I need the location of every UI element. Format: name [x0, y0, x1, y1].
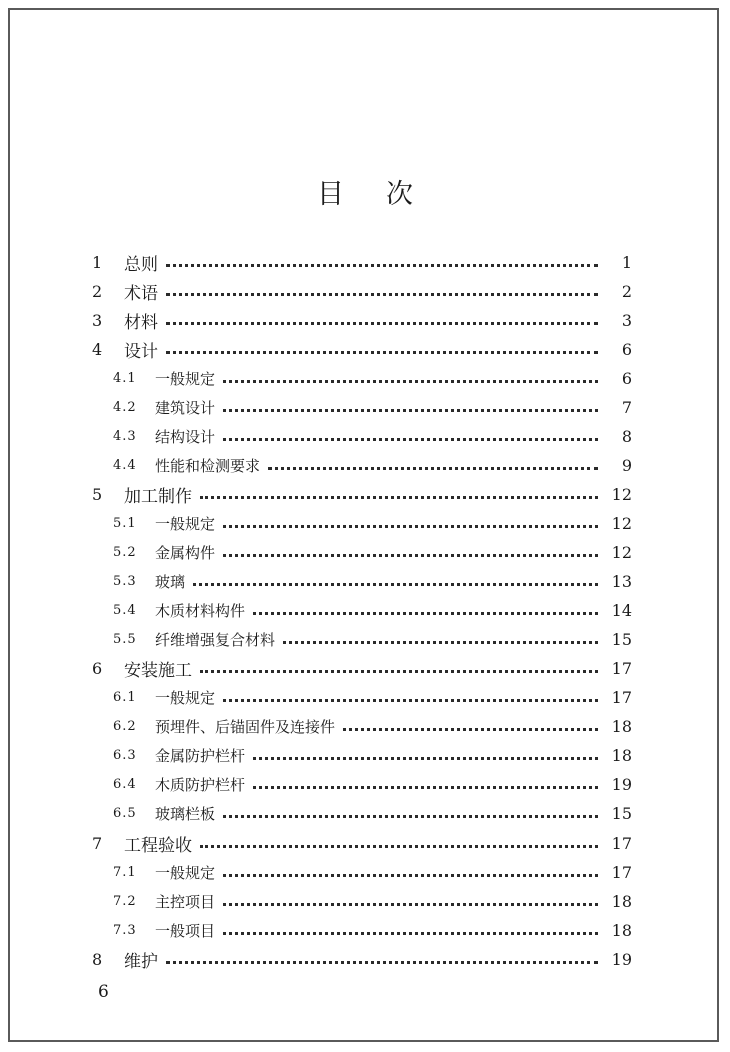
toc-entry-page: 8	[621, 426, 632, 446]
toc-entry[interactable]	[113, 364, 632, 392]
toc-entry-label: 材料	[124, 312, 158, 333]
toc-entry[interactable]	[113, 916, 632, 944]
toc-entry-number: 6	[92, 659, 103, 679]
toc-entry-number: 4	[92, 339, 103, 359]
toc-entry-page: 19	[611, 949, 632, 969]
toc-entry[interactable]	[113, 858, 632, 886]
toc-entry-page: 17	[611, 688, 632, 708]
toc-entry-label: 性能和检测要求	[155, 456, 261, 475]
dot-leader	[166, 293, 598, 296]
toc-entry[interactable]	[113, 451, 632, 479]
dot-leader	[223, 815, 598, 818]
toc-entry[interactable]	[113, 742, 632, 770]
toc-entry-number: 7.1	[113, 864, 137, 880]
toc-entry-label: 维护	[124, 951, 158, 972]
toc-entry-label: 建筑设计	[155, 398, 216, 417]
toc-title	[0, 172, 730, 211]
dot-leader	[166, 264, 598, 267]
toc-entry-number: 5	[92, 484, 103, 504]
dot-leader	[343, 728, 598, 731]
toc-entry-page: 6	[621, 339, 632, 359]
toc-entry-number: 1	[92, 252, 103, 272]
toc-entry-label: 纤维增强复合材料	[155, 631, 276, 650]
dot-leader	[283, 641, 598, 644]
page-number: 6	[98, 982, 109, 1002]
toc-entry[interactable]	[113, 597, 632, 625]
dot-leader	[223, 874, 598, 877]
toc-entry-label: 预埋件、后锚固件及连接件	[155, 718, 336, 737]
toc-entry-page: 17	[611, 862, 632, 882]
toc-entry-page: 15	[611, 630, 632, 650]
toc-entry-label: 一般项目	[155, 921, 216, 940]
toc-entry-number: 6.4	[113, 777, 137, 793]
toc-entry-label: 工程验收	[124, 835, 192, 856]
toc-entry-page: 12	[611, 513, 632, 533]
toc-entry-page: 9	[621, 455, 632, 475]
toc-entry-label: 加工制作	[124, 486, 192, 507]
toc-entry-number: 6.5	[113, 806, 137, 822]
toc-entry-page: 17	[611, 659, 632, 679]
dot-leader	[223, 409, 598, 412]
toc-entry[interactable]	[113, 393, 632, 421]
toc-entry-page: 15	[611, 804, 632, 824]
toc-title-char-2: 次	[386, 179, 413, 210]
toc-entry[interactable]	[113, 568, 632, 596]
toc-entry-label: 一般规定	[155, 514, 216, 533]
toc-entry-label: 一般规定	[155, 369, 216, 388]
toc-entry-number: 8	[92, 949, 103, 969]
toc-entry[interactable]	[92, 480, 632, 508]
toc-entry-number: 3	[92, 310, 103, 330]
toc-entry-number: 5.1	[113, 515, 137, 531]
toc-entry-number: 2	[92, 281, 103, 301]
toc-entry[interactable]	[92, 945, 632, 973]
toc-entry-page: 19	[611, 775, 632, 795]
toc-entry[interactable]	[113, 684, 632, 712]
toc-entry-number: 4.4	[113, 457, 137, 473]
dot-leader	[253, 612, 598, 615]
toc-entry-label: 玻璃栏板	[155, 805, 216, 824]
toc-entry-page: 12	[611, 484, 632, 504]
toc-entry-label: 一般规定	[155, 863, 216, 882]
toc-entry-number: 4.3	[113, 428, 137, 444]
toc-entry-label: 总则	[124, 254, 158, 275]
dot-leader	[223, 525, 598, 528]
toc-entry-page: 14	[611, 601, 632, 621]
dot-leader	[253, 757, 598, 760]
toc-entry[interactable]	[113, 509, 632, 537]
toc-entry-number: 5.4	[113, 603, 137, 619]
toc-entry[interactable]	[113, 713, 632, 741]
dot-leader	[193, 583, 598, 586]
toc-entry[interactable]	[92, 277, 632, 305]
toc-entry-page: 12	[611, 543, 632, 562]
dot-leader	[223, 554, 598, 557]
toc-entry-page: 2	[621, 281, 632, 301]
toc-entry-number: 6.1	[113, 690, 137, 706]
dot-leader	[223, 699, 598, 702]
toc-entry-page: 18	[611, 920, 632, 940]
toc-entry-label: 木质材料构件	[155, 602, 246, 621]
toc-entry-label: 结构设计	[155, 427, 216, 446]
toc-entry[interactable]	[92, 306, 632, 334]
toc-entry-label: 术语	[124, 283, 158, 304]
dot-leader	[223, 903, 598, 906]
dot-leader	[166, 351, 598, 354]
toc-entry-page: 18	[611, 717, 632, 737]
dot-leader	[200, 496, 598, 499]
toc-entry-number: 7.2	[113, 893, 137, 909]
toc-entry[interactable]	[92, 248, 632, 276]
toc-entry[interactable]	[113, 887, 632, 915]
dot-leader	[223, 438, 598, 441]
toc-entry-number: 4.1	[113, 370, 137, 386]
toc-entry-number: 7	[92, 833, 103, 853]
dot-leader	[223, 932, 598, 935]
toc-entry[interactable]	[92, 655, 632, 683]
dot-leader	[200, 670, 598, 673]
toc-entry-number: 6.3	[113, 748, 137, 764]
toc-entry-page: 17	[611, 833, 632, 853]
toc-entry[interactable]	[92, 335, 632, 363]
toc-entry-page: 13	[611, 572, 632, 592]
dot-leader	[200, 845, 598, 848]
toc-entry-label: 金属防护栏杆	[155, 747, 246, 766]
toc-entry-number: 5.2	[113, 545, 137, 560]
toc-entry-label: 主控项目	[155, 892, 216, 911]
dot-leader	[268, 467, 598, 470]
toc-entry-label: 安装施工	[124, 661, 192, 682]
toc-entry[interactable]	[113, 422, 632, 450]
toc-entry[interactable]	[113, 771, 632, 799]
toc-entry-page: 6	[621, 368, 632, 388]
toc-entry-number: 4.2	[113, 399, 137, 415]
toc-entry-label: 木质防护栏杆	[155, 776, 246, 795]
toc-entry-page: 3	[621, 310, 632, 330]
toc-entry-page: 18	[611, 746, 632, 766]
toc-title-char-1: 目	[317, 179, 344, 210]
dot-leader	[253, 786, 598, 789]
toc-entry-page: 18	[611, 891, 632, 911]
toc-entry-number: 5.3	[113, 574, 137, 590]
toc-entry-page: 7	[621, 397, 632, 417]
toc-entry-label: 设计	[124, 341, 158, 362]
dot-leader	[166, 322, 598, 325]
toc-entry[interactable]	[113, 539, 632, 567]
dot-leader	[223, 380, 598, 383]
toc-entry[interactable]	[92, 829, 632, 857]
toc-entry-number: 5.5	[113, 632, 137, 648]
toc-entry-number: 6.2	[113, 719, 137, 735]
toc-entry-label: 玻璃	[155, 573, 186, 592]
toc-entry-number: 7.3	[113, 922, 137, 938]
toc-entry[interactable]	[113, 800, 632, 828]
toc-entry-page: 1	[621, 252, 632, 272]
toc-entry-label: 一般规定	[155, 689, 216, 708]
dot-leader	[166, 961, 598, 964]
toc-entry[interactable]	[113, 626, 632, 654]
toc-entry-label: 金属构件	[155, 544, 216, 562]
